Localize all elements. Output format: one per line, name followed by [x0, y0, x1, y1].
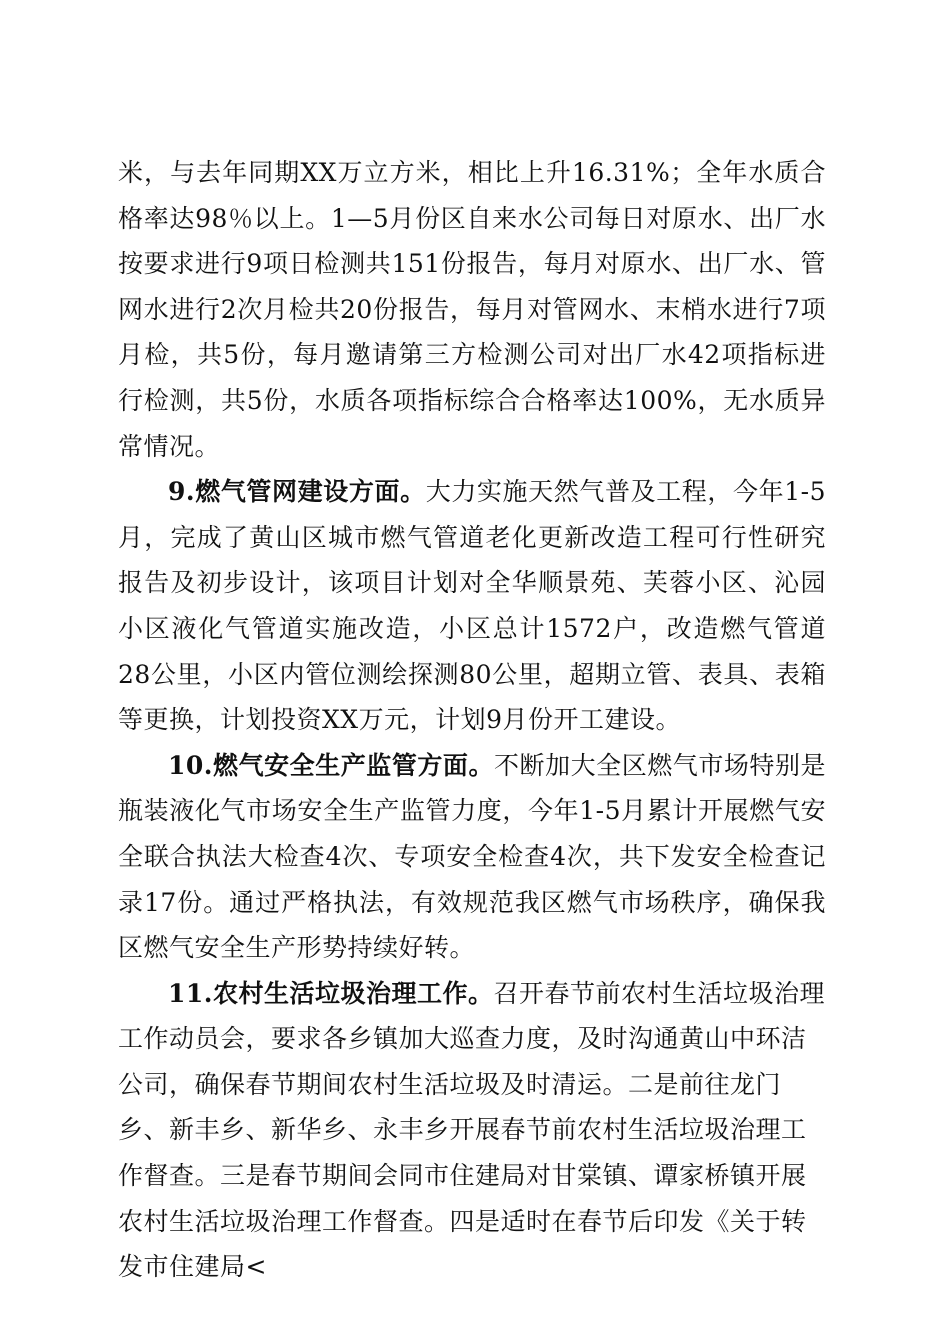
paragraph-heading: 10.燃气安全生产监管方面。: [168, 750, 494, 780]
paragraph-heading: 11.农村生活垃圾治理工作。: [168, 978, 494, 1008]
document-body: [118, 150, 826, 1290]
paragraph-heading: 9.燃气管网建设方面。: [168, 477, 426, 507]
paragraph-water-quality: [118, 150, 826, 469]
paragraph-text: 不断加大全区燃气市场特别是瓶装液化气市场安全生产监管力度，今年1-5月累计开展燃气安全联合执法大检查4次、专项安全检查4次，共下发安全检查记录17份。通过严格执法，有效规范我区燃气市场秩序，确保我区燃气安全生产形势持续好转。: [118, 750, 826, 963]
paragraph-gas-safety: [118, 743, 826, 971]
paragraph-text: 米，与去年同期XX万立方米，相比上升16.31%；全年水质合格率达98％以上。1—5月份区自来水公司每日对原水、出厂水按要求进行9项日检测共151份报告，每月对原水、出厂水、管网水进行2次月检共20份报告，每月对管网水、末梢水进行7项月检，共5份，每月邀请第三方检测公司对出厂水42项指标进行检测，共5份，水质各项指标综合合格率达100%，无水质异常情况。: [118, 158, 826, 461]
paragraph-text: 召开春节前农村生活垃圾治理工作动员会，要求各乡镇加大巡查力度，及时沟通黄山中环洁公司，确保春节期间农村生活垃圾及时清运。二是前往龙门乡、新丰乡、新华乡、永丰乡开展春节前农村生活垃圾治理工作督查。三是春节期间会同市住建局对甘棠镇、谭家桥镇开展农村生活垃圾治理工作督查。四是适时在春节后印发《关于转发市住建局<: [118, 978, 826, 1282]
paragraph-gas-pipeline: [118, 469, 826, 743]
paragraph-text: 大力实施天然气普及工程，今年1-5月，完成了黄山区城市燃气管道老化更新改造工程可行性研究报告及初步设计，该项目计划对全华顺景苑、芙蓉小区、沁园小区液化气管道实施改造，小区总计1572户，改造燃气管道28公里，小区内管位测绘探测80公里，超期立管、表具、表箱等更换，计划投资XX万元，计划9月份开工建设。: [118, 477, 826, 735]
paragraph-rural-garbage: [118, 971, 826, 1290]
